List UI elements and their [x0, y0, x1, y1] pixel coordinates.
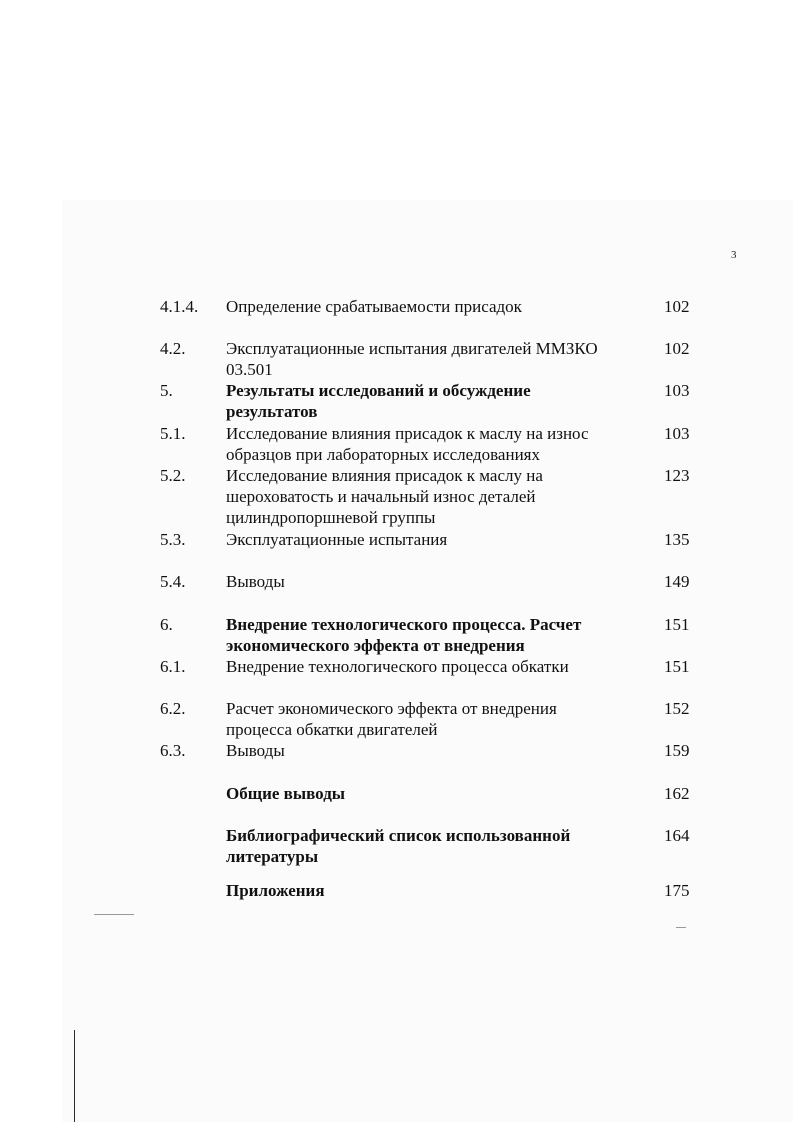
toc-entry-page: 151 — [664, 615, 690, 634]
toc-entry-number: 5.4. — [160, 572, 186, 591]
toc-entry-title: Выводы — [226, 572, 285, 591]
toc-entry-page: 135 — [664, 530, 690, 549]
toc-entry-page: 103 — [664, 381, 690, 400]
toc-entry-title: Приложения — [226, 881, 325, 900]
toc-entry-title: Выводы — [226, 741, 285, 760]
toc-entry-title: Внедрение технологического процесса обкатки — [226, 657, 569, 676]
toc-entry-page: 162 — [664, 784, 690, 803]
toc-entry-number: 5. — [160, 381, 173, 400]
toc-entry-number: 6.2. — [160, 699, 186, 718]
toc-entry-page: 164 — [664, 826, 690, 845]
page-number: 3 — [731, 249, 737, 261]
toc-entry-title: Библиографический список использованной литературы — [226, 826, 571, 866]
toc-entry-title: Исследование влияния присадок к маслу на износ образцов при лабораторных исследованиях — [226, 424, 589, 464]
toc-entry-title: Общие выводы — [226, 784, 346, 803]
toc-entry-title: Исследование влияния присадок к маслу на шероховатость и начальный износ деталей цилиндропоршневой группы — [226, 466, 543, 527]
toc-entry-number: 5.1. — [160, 424, 186, 443]
toc-entry-page: 152 — [664, 699, 690, 718]
toc-entry-page: 151 — [664, 657, 690, 676]
scan-speck — [676, 927, 686, 928]
toc-entry-page: 123 — [664, 466, 690, 485]
scan-speck — [94, 914, 134, 915]
toc-entry-title: Эксплуатационные испытания — [226, 530, 448, 549]
toc-entry-page: 159 — [664, 741, 690, 760]
toc-entry-number: 6.3. — [160, 741, 186, 760]
toc-entry-title: Результаты исследований и обсуждение результатов — [226, 381, 531, 421]
toc-entry-page: 175 — [664, 881, 690, 900]
toc-entry-number: 6.1. — [160, 657, 186, 676]
toc-entry-page: 102 — [664, 339, 690, 358]
toc-entry-title: Расчет экономического эффекта от внедрения процесса обкатки двигателей — [226, 699, 557, 739]
toc-entry-title: Внедрение технологического процесса. Расчет экономического эффекта от внедрения — [226, 615, 582, 655]
toc-entry-page: 149 — [664, 572, 690, 591]
toc-entry-number: 5.2. — [160, 466, 186, 485]
toc-entry-number: 4.2. — [160, 339, 186, 358]
toc-entry-title: Эксплуатационные испытания двигателей ММЗКО 03.501 — [226, 339, 598, 379]
toc-entry-page: 103 — [664, 424, 690, 443]
toc-entry-title: Определение срабатываемости присадок — [226, 297, 522, 316]
toc-entry-number: 5.3. — [160, 530, 186, 549]
toc-entry-number: 6. — [160, 615, 173, 634]
scan-margin-line — [74, 1030, 75, 1122]
toc-entry-page: 102 — [664, 297, 690, 316]
toc-entry-number: 4.1.4. — [160, 297, 199, 316]
